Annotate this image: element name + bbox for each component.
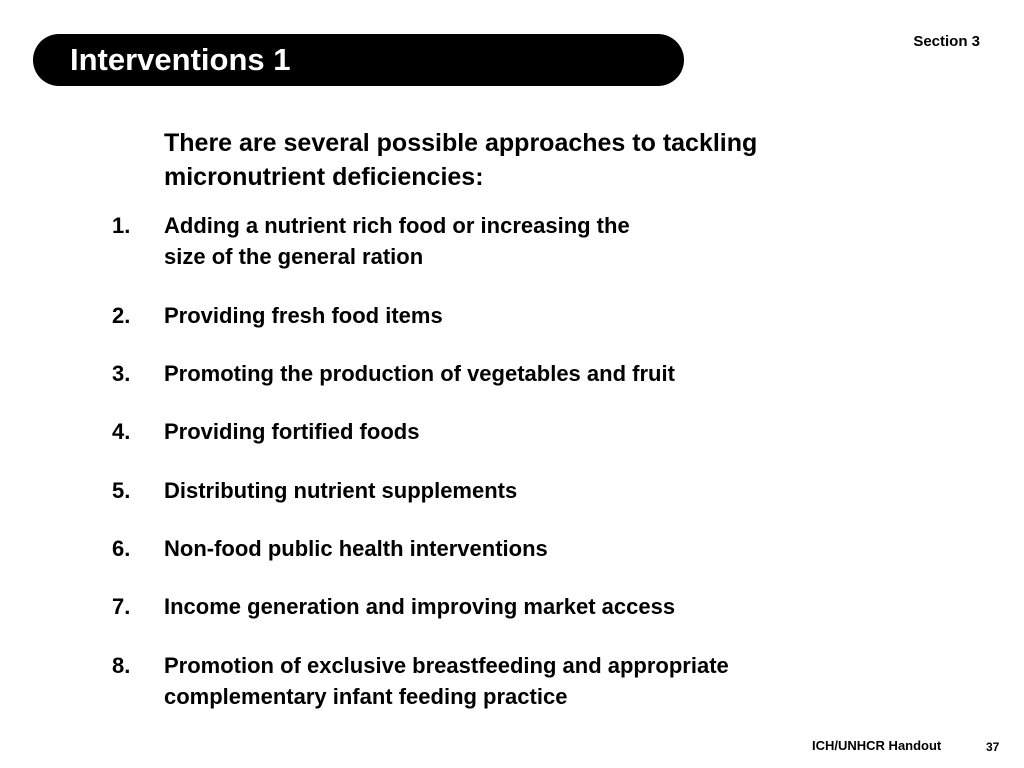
list-item-text [164,591,864,622]
list-item-number: 4. [112,419,131,444]
list-item-number: 8. [112,653,131,678]
list-item-text [164,475,864,506]
footer-label: ICH/UNHCR Handout [812,738,942,753]
list-item-line: Promoting the production of vegetables and fruit [164,361,675,386]
list-item-number: 3. [112,361,131,386]
list-item-text [164,300,864,331]
list-item-text [164,358,864,389]
list-item-line: Non-food public health interventions [164,536,548,561]
list-item-text [164,533,864,564]
list-item-line: size of the general ration [164,244,424,269]
list-item-number: 2. [112,303,131,328]
list-item-line: complementary infant feeding practice [164,684,568,709]
list-item-text [164,416,864,447]
list-item-line: Providing fresh food items [164,303,443,328]
intro-line-1: There are several possible approaches to tackling [164,129,758,157]
list-item-number: 1. [112,213,131,238]
list-item-text [164,210,864,272]
intro-line-2: micronutrient deficiencies: [164,163,484,191]
list-item-line: Providing fortified foods [164,419,420,444]
slide-title: Interventions 1 [70,42,291,77]
list-item-line: Distributing nutrient supplements [164,478,518,503]
list-item-number: 7. [112,594,131,619]
list-item-number: 5. [112,478,131,503]
page-number: 37 [986,740,1000,754]
list-item-line: Adding a nutrient rich food or increasing the [164,213,630,238]
list-item-line: Income generation and improving market access [164,594,676,619]
list-item-number: 6. [112,536,131,561]
list-item-line: Promotion of exclusive breastfeeding and appropriate [164,653,729,678]
list-item-text [164,650,864,712]
section-label: Section 3 [913,33,980,50]
